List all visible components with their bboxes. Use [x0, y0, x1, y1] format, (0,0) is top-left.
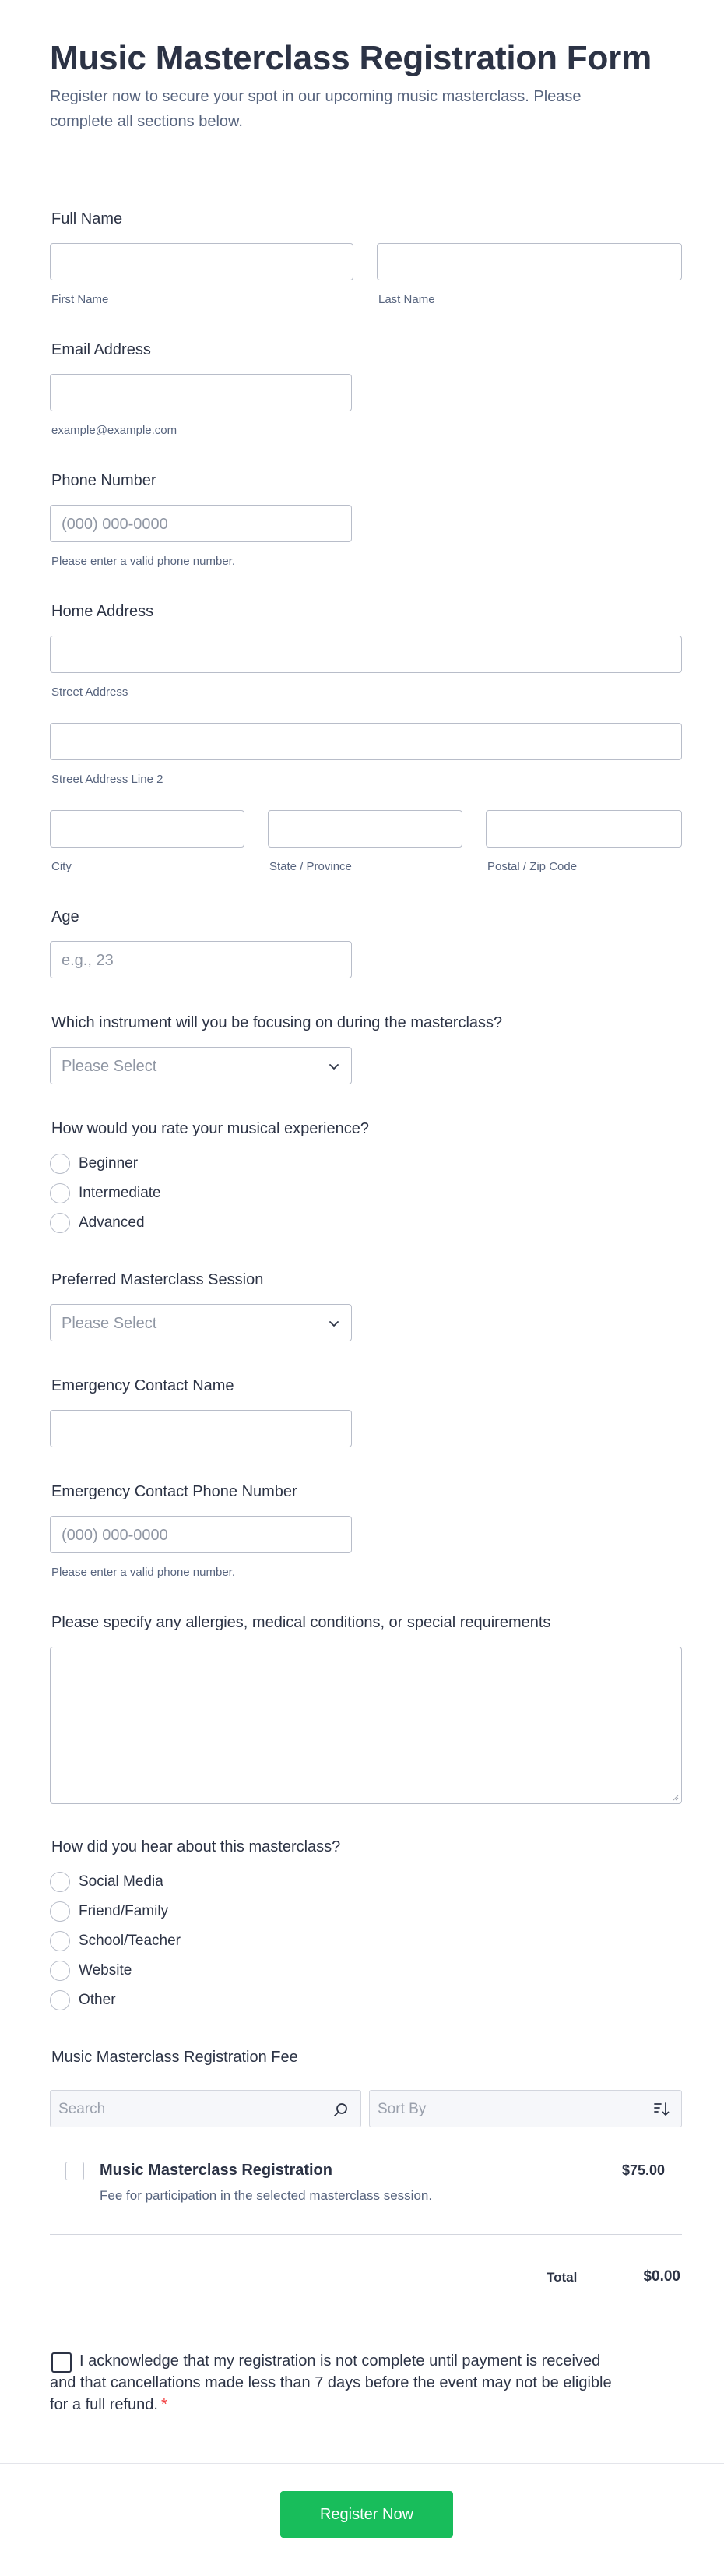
session-select-value: Please Select: [62, 1315, 157, 1332]
phone-sublabel: Please enter a valid phone number.: [51, 555, 235, 568]
address-label: Home Address: [51, 603, 154, 620]
radio-button[interactable]: [50, 1990, 70, 2010]
age-placeholder: e.g., 23: [62, 952, 114, 969]
search-icon: [332, 2101, 350, 2118]
page-subtitle: Register now to secure your spot in our upcoming music masterclass. Please complete all sections below.: [50, 88, 582, 130]
sort-icon: [653, 2101, 670, 2118]
last-name-sublabel: Last Name: [378, 293, 435, 306]
radio-label: Friend/Family: [79, 1903, 169, 1919]
street-address-line2-sublabel: Street Address Line 2: [51, 773, 163, 786]
city-input[interactable]: [50, 810, 244, 848]
radio-button[interactable]: [50, 1154, 70, 1174]
instrument-label: Which instrument will you be focusing on during the masterclass?: [51, 1014, 503, 1031]
first-name-sublabel: First Name: [51, 293, 109, 306]
email-label: Email Address: [51, 341, 151, 358]
last-name-input[interactable]: [377, 243, 682, 280]
age-label: Age: [51, 908, 79, 925]
emergency-phone-placeholder: (000) 000-0000: [62, 1527, 168, 1544]
radio-button[interactable]: [50, 1213, 70, 1233]
email-input[interactable]: [50, 374, 352, 411]
first-name-input[interactable]: [50, 243, 353, 280]
radio-label: Other: [79, 1992, 116, 2008]
phone-label: Phone Number: [51, 472, 156, 489]
product-price: $75.00: [621, 2162, 665, 2178]
emergency-phone-sublabel: Please enter a valid phone number.: [51, 1566, 235, 1579]
radio-label: Advanced: [79, 1214, 145, 1231]
emergency-phone-input[interactable]: [50, 1516, 352, 1553]
form-header: [0, 0, 724, 171]
sort-placeholder: Sort By: [378, 2101, 427, 2117]
street-address-sublabel: Street Address: [51, 685, 128, 699]
product-sort-select[interactable]: [369, 2090, 682, 2127]
emergency-phone-label: Emergency Contact Phone Number: [51, 1483, 297, 1500]
email-sublabel: example@example.com: [51, 424, 177, 437]
register-now-button[interactable]: Register Now: [280, 2491, 453, 2538]
city-sublabel: City: [51, 860, 72, 873]
radio-label: Website: [79, 1962, 132, 1979]
radio-label: School/Teacher: [79, 1933, 181, 1949]
acknowledge-text: I acknowledge that my registration is not complete until payment is received and that cancellations made less than 7 days before the event may not be eligible for a full refund.: [50, 2352, 612, 2413]
phone-placeholder: (000) 000-0000: [62, 516, 168, 533]
emergency-name-input[interactable]: [50, 1410, 352, 1447]
session-select[interactable]: [50, 1304, 352, 1341]
chevron-down-icon: [326, 1059, 342, 1074]
street-address-input[interactable]: [50, 636, 682, 673]
chevron-down-icon: [326, 1316, 342, 1331]
referral-label: How did you hear about this masterclass?: [51, 1838, 341, 1855]
allergies-textarea[interactable]: [50, 1647, 682, 1804]
acknowledge-label: [50, 2350, 618, 2416]
state-input[interactable]: [268, 810, 462, 848]
product-description: Fee for participation in the selected masterclass session.: [100, 2188, 433, 2203]
radio-button[interactable]: [50, 1931, 70, 1951]
product-checkbox[interactable]: [65, 2162, 84, 2180]
radio-button[interactable]: [50, 1961, 70, 1981]
product-search-input[interactable]: [50, 2090, 361, 2127]
search-placeholder: Search: [58, 2101, 106, 2117]
fee-label: Music Masterclass Registration Fee: [51, 2049, 298, 2066]
full-name-label: Full Name: [51, 210, 123, 227]
radio-button[interactable]: [50, 1901, 70, 1922]
instrument-select-value: Please Select: [62, 1058, 157, 1075]
session-label: Preferred Masterclass Session: [51, 1271, 264, 1288]
zip-sublabel: Postal / Zip Code: [487, 860, 578, 873]
street-address-line2-input[interactable]: [50, 723, 682, 760]
age-input[interactable]: [50, 941, 352, 978]
zip-input[interactable]: [486, 810, 682, 848]
product-name: Music Masterclass Registration: [100, 2162, 332, 2179]
page-title: Music Masterclass Registration Form: [50, 39, 652, 77]
product-divider: [50, 2234, 682, 2235]
total-value: $0.00: [643, 2268, 680, 2285]
allergies-label: Please specify any allergies, medical conditions, or special requirements: [51, 1614, 551, 1631]
phone-input[interactable]: [50, 505, 352, 542]
radio-button[interactable]: [50, 1872, 70, 1892]
radio-label: Intermediate: [79, 1185, 161, 1201]
radio-label: Social Media: [79, 1873, 163, 1890]
radio-button[interactable]: [50, 1183, 70, 1203]
emergency-name-label: Emergency Contact Name: [51, 1377, 234, 1394]
total-label: Total: [547, 2270, 578, 2285]
experience-label: How would you rate your musical experience?: [51, 1120, 369, 1137]
required-marker: *: [160, 2396, 167, 2413]
state-sublabel: State / Province: [269, 860, 352, 873]
instrument-select[interactable]: [50, 1047, 352, 1084]
resize-grip-icon[interactable]: [671, 1793, 679, 1801]
radio-label: Beginner: [79, 1155, 139, 1172]
